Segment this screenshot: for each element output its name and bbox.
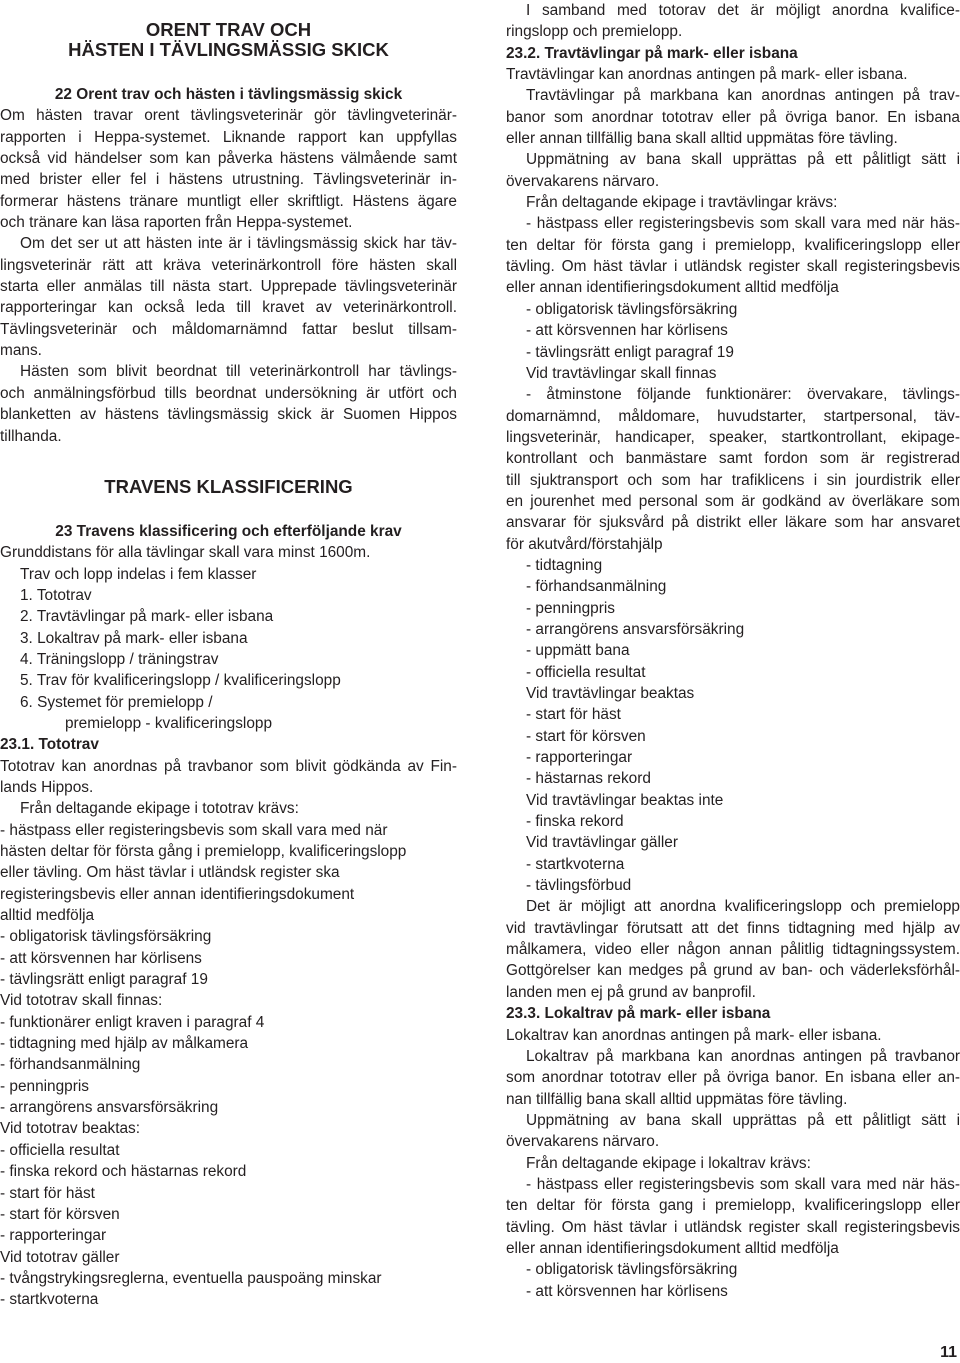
list-item: - startkvoterna <box>526 855 625 873</box>
list-item: - rapporteringar <box>526 749 633 767</box>
list-item: - arrangörens ansvarsförsäkring <box>0 1099 219 1117</box>
paragraph-line: tävling. Om häst tävlar i utländsk register skall registeringsbevis <box>506 1218 960 1236</box>
paragraph-line: och anmälningsförbud tills beordnat undersökning är utfört och <box>0 384 457 402</box>
paragraph-line: Travtävlingar kan anordnas antingen på mark- eller isbana. <box>506 66 908 84</box>
paragraph-line: banor som anordnar tototrav eller på övriga banor. En isbana <box>506 108 960 126</box>
list-item: - officiella resultat <box>526 663 646 681</box>
subsection-heading: 23.1. Tototrav <box>0 736 99 754</box>
paragraph-line: nan tillfällig bana skall alltid uppmätas före tävling. <box>506 1090 848 1108</box>
class-list-item: 4. Träningslopp / träningstrav <box>20 650 219 668</box>
paragraph-line: mans. <box>0 342 42 360</box>
list-item: - tävlingsrätt enligt paragraf 19 <box>0 971 208 989</box>
paragraph-line: I samband med totorav det är möjligt anordna kvalifice- <box>526 2 960 19</box>
section-heading: 22 Orent trav och hästen i tävlingsmässig skick <box>54 86 403 103</box>
class-list-item: 1. Tototrav <box>20 586 92 604</box>
paragraph-line: registeringsbevis eller annan identifieringsdokument <box>0 885 355 903</box>
section-title: HÄSTEN I TÄVLINGSMÄSSIG SKICK <box>68 39 389 60</box>
list-item: - förhandsanmälning <box>526 578 667 596</box>
class-list-item: 3. Lokaltrav på mark- eller isbana <box>20 629 248 647</box>
list-item: - tävlingsförbud <box>526 877 632 895</box>
paragraph-line: eller annan identifieringsdokument alltid medfölja <box>506 279 839 297</box>
paragraph-line: rapporten i Heppa-systemet. Liknande rapport kan uppfyllas <box>0 128 457 146</box>
paragraph-line: alltid medfölja <box>0 907 95 925</box>
paragraph-line: Tävlingsveterinär och måldomarnämnd fattar beslut tillsam- <box>0 320 457 338</box>
class-list-item: 5. Trav för kvalificeringslopp / kvalificeringslopp <box>20 672 341 690</box>
class-list-item: 2. Travtävlingar på mark- eller isbana <box>20 608 274 626</box>
list-item: - uppmätt bana <box>526 642 630 660</box>
list-item: - finska rekord och hästarnas rekord <box>0 1163 247 1181</box>
list-item: - arrangörens ansvarsförsäkring <box>526 620 745 638</box>
paragraph-line: hästen deltar för första gång i premielopp, kvalificeringslopp <box>0 843 407 860</box>
paragraph-line: också vid händelser som kan påverka hästens välmående samt <box>0 150 457 168</box>
list-item: - obligatorisk tävlingsförsäkring <box>526 1261 738 1279</box>
list-item: - tidtagning med hjälp av målkamera <box>0 1035 249 1053</box>
paragraph-line: Om det ser ut att hästen inte är i tävlingsmässig skick har täv- <box>20 235 457 253</box>
section-title: TRAVENS KLASSIFICERING <box>104 475 353 497</box>
paragraph-line: Tototrav kan anordnas på travbanor som blivit gödkända av Fin- <box>0 757 457 775</box>
paragraph-line: till sjuktransport och som har trafiklicens i sin jourdistrik eller <box>506 471 960 489</box>
paragraph-line: lands Hippos. <box>0 778 94 796</box>
paragraph-line: lingsveterinär, handicaper, speaker, startkontrollant, ekipage- <box>506 428 960 446</box>
paragraph-line: - hästpass eller registeringsbevis som skall vara med när häs- <box>526 215 960 233</box>
list-item: Vid travtävlingar beaktas inte <box>526 791 724 809</box>
paragraph-line: Uppmätning av bana skall upprättas på ett pålitligt sätt i <box>526 1111 960 1129</box>
paragraph-line: Travtävlingar på markbana kan anordnas antingen på trav- <box>526 87 960 105</box>
paragraph-line: ringslopp och premielopp. <box>506 23 683 41</box>
paragraph-line: ten deltar för första gang i premielopp, kvalificeringslopp eller <box>506 236 960 254</box>
paragraph-line: - hästpass eller registeringsbevis som skall vara med när <box>0 821 388 839</box>
paragraph-line: Från deltagande ekipage i lokaltrav krävs: <box>526 1154 811 1172</box>
list-item: Vid travtävlingar beaktas <box>526 685 695 702</box>
list-item: - obligatorisk tävlingsförsäkring <box>0 928 212 946</box>
paragraph-line: eller annan identifieringsdokument alltid medfölja <box>506 1239 839 1257</box>
subsection-heading: 23.3. Lokaltrav på mark- eller isbana <box>506 1005 771 1023</box>
list-item: - start för körsven <box>526 727 646 745</box>
paragraph-line: tillhanda. <box>0 427 62 445</box>
paragraph-line: domarnämnd, måldomare, huvudstarter, startpersonal, täv- <box>506 407 960 425</box>
paragraph-line: Gottgörelser kan medges på grund av ban- och väderleksförhål- <box>506 962 960 980</box>
paragraph-line: Om hästen travar orent tävlingsveterinär gör tävlingveterinär- <box>0 107 457 125</box>
list-item: - att körsvennen har körlisens <box>0 949 202 967</box>
paragraph-line: som anordnar tototrav eller på övriga banor. En isbana eller an- <box>506 1069 960 1087</box>
list-item: - start för körsven <box>0 1205 120 1223</box>
paragraph-line: Grunddistans för alla tävlingar skall vara minst 1600m. <box>0 544 371 562</box>
page-number: 11 <box>940 1344 957 1361</box>
list-item: Vid travtävlingar gäller <box>526 834 678 852</box>
right-column <box>506 0 960 1302</box>
paragraph-line: Trav och lopp indelas i fem klasser <box>20 565 257 583</box>
paragraph-line: Lokaltrav på markbana kan anordnas antingen på travbanor <box>526 1047 960 1065</box>
left-column <box>0 0 457 1311</box>
class-list-item: premielopp - kvalificeringslopp <box>65 714 273 732</box>
class-list-item: 6. Systemet för premielopp / <box>20 693 213 711</box>
paragraph-line: Från deltagande ekipage i tototrav krävs: <box>20 800 299 818</box>
paragraph-line: eller annan tillfällig bana skall alltid uppmätas före tävling. <box>506 130 898 148</box>
list-item: - startkvoterna <box>0 1291 99 1309</box>
list-item: Vid travtävlingar skall finnas <box>526 364 717 382</box>
paragraph-line: Lokaltrav kan anordnas antingen på mark- eller isbana. <box>506 1026 882 1044</box>
list-item: - rapporteringar <box>0 1227 107 1245</box>
list-item: - att körsvennen har körlisens <box>526 1282 728 1300</box>
paragraph-line: vid travtävlingar förutsatt att det finns tidtagning med hjälp av <box>506 919 960 937</box>
paragraph-line: målkamera, video eller någon annan pålitlig tidtagningssystem. <box>506 941 960 959</box>
list-item: - förhandsanmälning <box>0 1056 141 1074</box>
list-item: - finska rekord <box>526 813 624 831</box>
paragraph-line: med brister eller fel i hästens utrustning. Tävlingsveterinär in- <box>0 171 457 189</box>
list-item: - tidtagning <box>526 556 603 574</box>
list-item: - tvångstrykingsreglerna, eventuella pauspoäng minskar <box>0 1269 382 1287</box>
list-item: Vid tototrav gäller <box>0 1248 120 1266</box>
list-item: - obligatorisk tävlingsförsäkring <box>526 300 738 318</box>
list-item: - att körsvennen har körlisens <box>526 322 728 340</box>
paragraph-line: kontrollant och banmästare samt fordon som är registrerad <box>506 450 960 468</box>
paragraph-line: tävling. Om häst tävlar i utländsk register skall registeringsbevis <box>506 258 960 276</box>
paragraph-line: landen men ej på grund av banprofil. <box>506 983 756 1001</box>
paragraph-line: - hästpass eller registeringsbevis som skall vara med när häs- <box>526 1175 960 1193</box>
list-item: Vid tototrav skall finnas: <box>0 992 163 1010</box>
paragraph-line: lingsveterinär rätt att kräva veterinärkontroll före hästen skall <box>0 256 457 274</box>
list-item: - start för häst <box>0 1184 95 1202</box>
paragraph-line: för akutvård/förstahjälp <box>506 535 663 553</box>
paragraph-line: och tränare kan läsa raporten från Heppa-systemet. <box>0 214 353 232</box>
list-item: - penningpris <box>526 599 615 617</box>
list-item: - hästarnas rekord <box>526 770 651 788</box>
subsection-heading: 23.2. Travtävlingar på mark- eller isbana <box>506 44 798 62</box>
paragraph-line: Hästen som blivit beordnat till veterinärkontroll har tävlings- <box>20 363 457 381</box>
list-item: - penningpris <box>0 1077 89 1095</box>
paragraph-line: formerar hästens tränare muntligt eller skriftligt. Hästens ägare <box>0 192 457 210</box>
paragraph-line: blanketten av hästens tävlingsmässig skick är Suomen Hippos <box>0 406 457 424</box>
paragraph-line: starta eller anmälas till nästa start. Upprepade tävlingsveterinär <box>0 278 457 296</box>
paragraph-line: Det är möjligt att anordna kvalificeringslopp och premielopp <box>526 898 960 916</box>
paragraph-line: ten deltar för första gang i premielopp, kvalificeringslopp eller <box>506 1197 960 1215</box>
list-item: - start för häst <box>526 706 621 724</box>
section-title: ORENT TRAV OCH <box>145 19 312 40</box>
paragraph-line: en jourenhet med personal som är godkänd av överläkare som <box>506 492 960 510</box>
paragraph-line: ansvarar för sjuksvård på distrikt eller läkare som har ansvaret <box>506 514 960 532</box>
paragraph-line: Från deltagande ekipage i travtävlingar krävs: <box>526 194 838 212</box>
paragraph-line: övervakarens närvaro. <box>506 172 660 190</box>
list-item: - officiella resultat <box>0 1141 120 1159</box>
list-item: - funktionärer enligt kraven i paragraf 4 <box>0 1013 265 1031</box>
paragraph-line: - åtminstone följande funktionärer: övervakare, tävlings- <box>526 386 960 404</box>
section-heading: 23 Travens klassificering och efterföljande krav <box>55 522 402 540</box>
paragraph-line: rapporteringar kan också leda till kravet av veterinärkontroll. <box>0 299 457 317</box>
list-item: Vid tototrav beaktas: <box>0 1120 141 1138</box>
paragraph-line: övervakarens närvaro. <box>506 1133 660 1151</box>
paragraph-line: eller tävling. Om häst tävlar i utländsk register ska <box>0 864 340 882</box>
list-item: - tävlingsrätt enligt paragraf 19 <box>526 343 734 361</box>
paragraph-line: Uppmätning av bana skall upprättas på ett pålitligt sätt i <box>526 151 960 169</box>
